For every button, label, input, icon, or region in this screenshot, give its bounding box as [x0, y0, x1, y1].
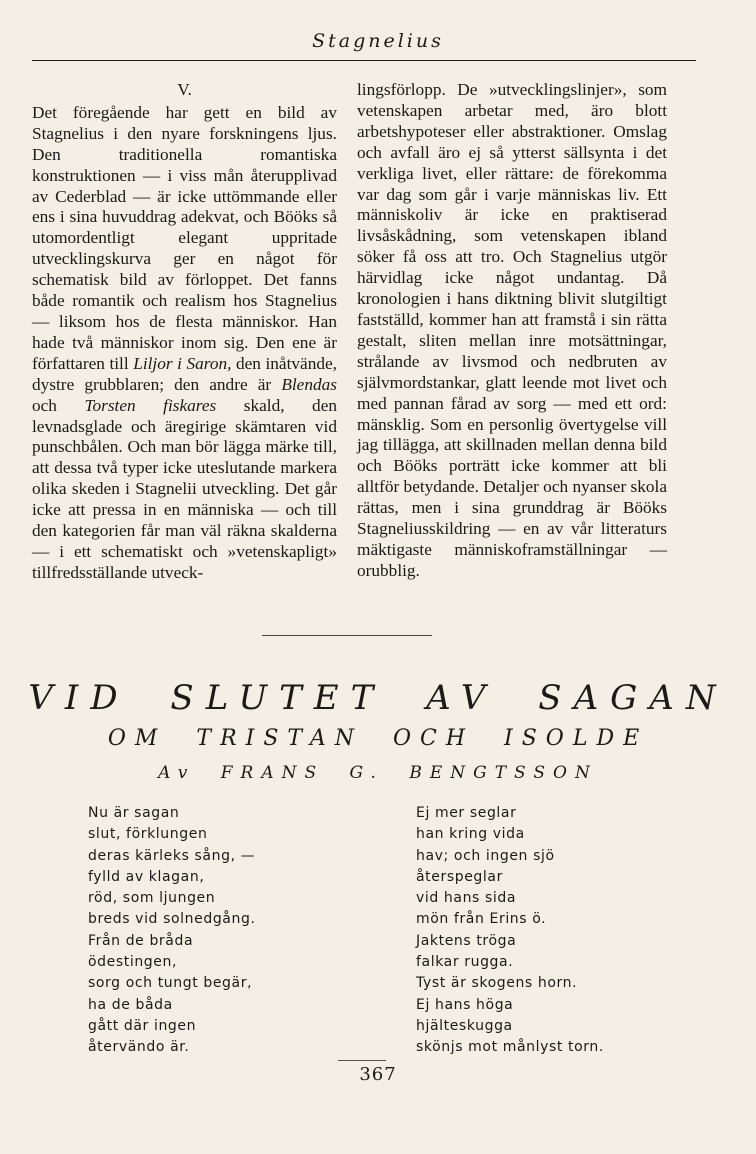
poem-line: Tyst är skogens horn.	[416, 975, 578, 992]
poem-line: Nu är sagan	[88, 805, 180, 821]
poem-line: röd, som ljungen	[88, 890, 216, 907]
poem-right-stanza	[416, 803, 604, 1059]
poem-line: sorg och tungt begär,	[88, 975, 253, 992]
section-number: V.	[177, 80, 192, 99]
poem-line: Ej hans höga	[416, 996, 514, 1013]
header-rule	[32, 60, 696, 61]
poem-line: han kring vida	[416, 826, 525, 843]
essay-right-column	[357, 80, 667, 582]
poem-line: gått där ingen	[88, 1017, 197, 1034]
running-head: Stagnelius	[312, 30, 444, 52]
poem-line: skönjs mot månlyst torn.	[416, 1039, 604, 1056]
italic-title-liljor: Liljor i Saron,	[133, 353, 232, 373]
poem-line: mön från Erins ö.	[416, 911, 547, 928]
poem-title: VID SLUTET AV SAGAN	[28, 678, 728, 718]
section-divider	[262, 635, 432, 636]
poem-line: återvändo är.	[88, 1039, 190, 1056]
italic-title-blendas: Blendas	[281, 374, 337, 394]
poem-line: deras kärleks sång, —	[88, 847, 256, 864]
poem-line: Från de bråda	[88, 932, 194, 949]
poem-line: Jaktens tröga	[416, 932, 517, 949]
poem-line: falkar rugga.	[416, 954, 514, 971]
essay-left-column	[32, 80, 337, 584]
italic-title-torsten: Torsten fiskares	[84, 395, 217, 415]
essay-left-text-start: Det föregående har gett en bild av Stagnelius i den nyare forskningens ljus. Den traditionella romantiska konstruktionen — i viss mån återupplivad av Cederblad — är icke uttömmande eller ens i sina huvuddrag adekvat, och Bööks så utomordentligt elegant uppritade utvecklingskurva ger en något för schematisk bild av förloppet. Det fanns både romantik och realism hos Stagnelius — liksom hos de flesta människor. Han hade två människor inom sig. Den ene är författaren till	[32, 102, 337, 373]
poem-line: ha de båda	[88, 996, 173, 1013]
poem-subtitle: OM TRISTAN OCH ISOLDE	[107, 726, 649, 751]
poem-line: slut, förklungen	[88, 826, 208, 843]
essay-left-text	[32, 103, 337, 584]
essay-left-text-mid1: den inåtvände, dystre grubblaren; den andre är	[32, 353, 337, 394]
poem-line: vid hans sida	[416, 890, 517, 907]
poem-line: återspeglar	[416, 868, 503, 885]
poem-line: ödestingen,	[88, 954, 178, 971]
poem-line: fylld av klagan,	[88, 868, 205, 885]
page-number-rule	[338, 1060, 386, 1061]
poem-line: Ej mer seglar	[416, 805, 517, 821]
essay-left-text-mid2: och	[32, 395, 85, 415]
poem-line: hav; och ingen sjö	[416, 847, 555, 864]
essay-left-text-end: skald, den levnadsglade och äregirige skämtaren vid punschbålen. Och man bör lägga märke till, att dessa två typer icke uteslutande markera olika skeden i Stagnelii utveckling. Det går icke att pressa in en människa — och till den kategorien får man väl räkna skalderna — i ett schematiskt och »vetenskapligt» tillfredsställande utveck-	[32, 395, 337, 582]
poem-byline: Av FRANS G. BENGTSSON	[158, 763, 598, 783]
poem-line: breds vid solnedgång.	[88, 911, 256, 928]
essay-right-text: lingsförlopp. De »utvecklingslinjer», som vetenskapen arbetar med, äro blott arbetshypoteser eller abstraktioner. Omslag och avfall äro ej så ytterst sällsynta i det verkliga livet, eller rättare: de förekomma var dag som går i varje människas liv. Ett människoliv är icke en praktiserad livsåskådning, som vetenskapen ibland söker få oss att tro. Och Stagnelius utgör härvidlag icke något undantag. Då kronologien i hans diktning blivit slutgiltigt fastställd, kommer han att framstå i sin rätta gestalt, sliten mellan inre motsättningar, strålande av livsmod och nedbruten av självmordstankar, glatt leende mot livet och med pannan fårad av sorg — med ett ord: mänsklig. Som en personlig övertygelse vill jag tillägga, att skillnaden mellan denna bild och Bööks porträtt icke kommer att bli alltför betydande. Detaljer och nyanser skola rättas, men i sina grunddrag är Bööks Stagneliusskildring — en av vår litteraturs mäktigaste människoframställningar — orubblig.	[357, 80, 667, 580]
poem-line: hjälteskugga	[416, 1017, 513, 1034]
page-number: 367	[359, 1064, 397, 1085]
poem-left-stanza	[88, 803, 256, 1059]
